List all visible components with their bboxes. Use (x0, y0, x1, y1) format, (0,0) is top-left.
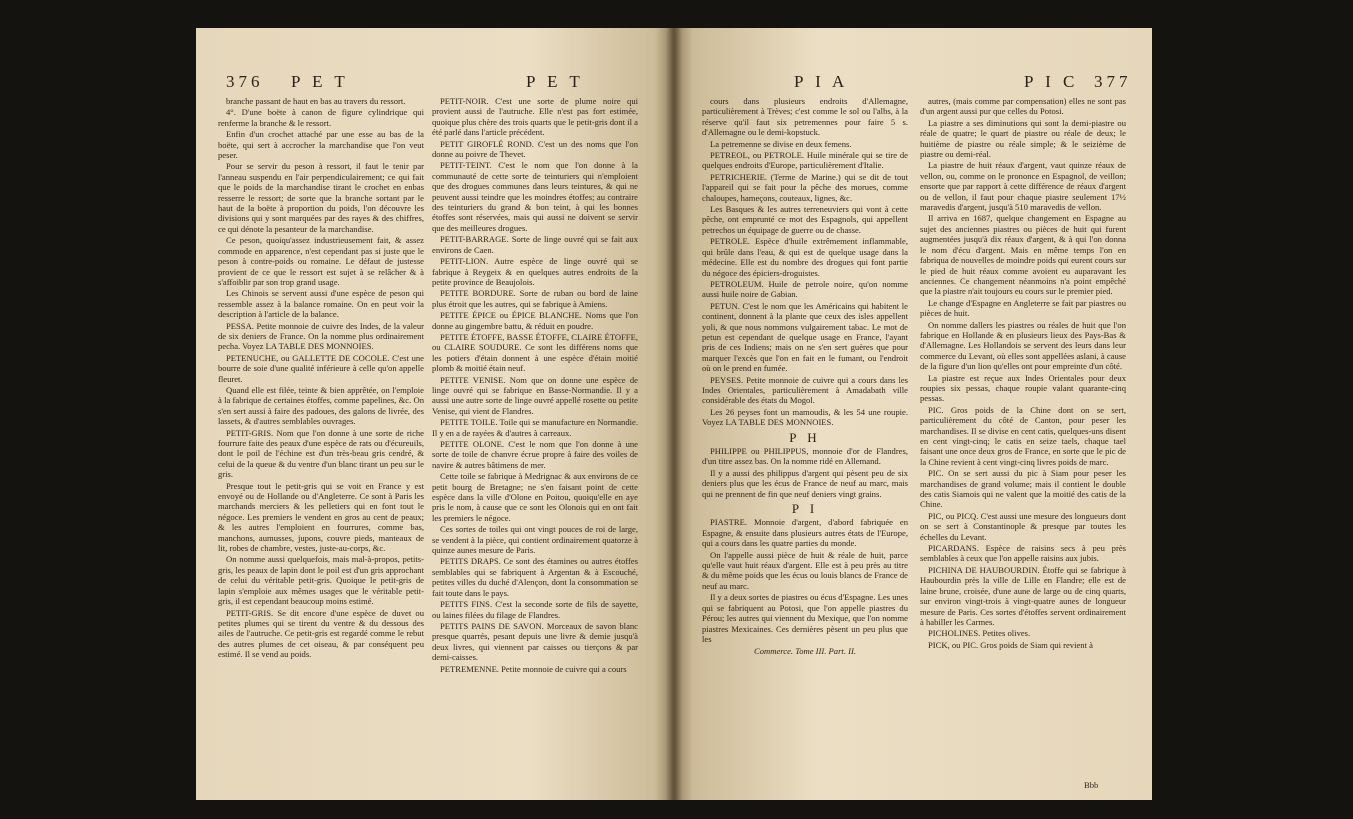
left-column-2 (432, 96, 638, 675)
left-running-head-1: P E T (291, 72, 349, 91)
paragraph: PHILIPPE ou PHILIPPUS, monnoie d'or de Flandres, d'un titre assez bas. On la nomme ridé en Allemand. (702, 446, 908, 467)
section-heading-pi: P I (791, 501, 819, 517)
paragraph: PIC. Gros poids de la Chine dont on se sert, particulièrement du côté de Canton, pour peser les marchandises. Il se divise en cent catis, quelques-uns disent en cent vingt-cinq; le catis en seize taels, chaque tael faisant une once deux gros de France, en sorte que le pic de la Chine revient à cent vingt-cinq livres poids de marc. (920, 404, 1126, 467)
paragraph: Il y a deux sortes de piastres ou écus d'Espagne. Les unes qui se fabriquent au Potosi, que l'on appelle piastres du Pérou; les autres qui viennent du Mexique, que l'on nomme piastres Mexicaines. Ces dernières pèsent un peu plus que les (702, 592, 908, 644)
paragraph: La piastre a ses diminutions qui sont la demi-piastre ou réale de quatre; le quart de piastre ou réale de deux; le huitième de piastre ou réale simple; & le seizième de piastre ou demi-réal. (920, 117, 1126, 160)
right-page-number: 377 (1094, 72, 1132, 91)
right-page (674, 28, 1152, 800)
left-running-head-2: P E T (526, 72, 584, 91)
paragraph: PICK, ou PIC. Gros poids de Siam qui revient à (928, 639, 1093, 650)
paragraph: PESSA. Petite monnoie de cuivre des Indes, de la valeur de six deniers de France. On la nomme plus ordinairement pecha. Voyez LA TABLE DES MONNOIES. (218, 320, 424, 352)
right-column-1 (702, 96, 908, 657)
paragraph: Les Chinois se servent aussi d'une espèce de peson qui ressemble assez à la balance romaine. On en peut voir la description à l'article de la balance. (218, 288, 424, 320)
right-running-head-1: P I A (794, 72, 849, 91)
paragraph: Les Basques & les autres terreneuviers qui vont à cette pêche, ont emprunté ce mot des Espagnols, qui appellent petrechos un équipage de guerre ou de chasse. (702, 204, 908, 235)
paragraph: cours dans plusieurs endroits d'Allemagne, particulièrement à Trèves; c'est comme le sol ou l'albs, à la réserve qu'il faut six petremennes pour faire 5 s. d'Allemagne ou le demi-kopstuck. (702, 96, 908, 138)
paragraph: La piastre est reçue aux Indes Orientales pour deux roupies six pessas, chaque roupie valant quarante-cinq pessas. (920, 372, 1126, 404)
paragraph: La petremenne se divise en deux femens. (710, 138, 852, 149)
left-column-1 (218, 96, 424, 661)
paragraph: PETROLEUM. Huile de petrole noire, qu'on nomme aussi huile noire de Gabian. (702, 278, 908, 300)
paragraph: PETITS DRAPS. Ce sont des étamines ou autres étoffes semblables qui se fabriquent à Argentan & à Escouché, petites villes du duché d'Alençon, dont la consommation se fait toute dans le pays. (432, 556, 638, 598)
paragraph: PETITE TOILE. Toile qui se manufacture en Normandie. Il y en a de rayées & d'autres à carreaux. (432, 417, 638, 438)
paragraph: Il y a aussi des philippus d'argent qui pèsent peu de six deniers plus que les écus de France de neuf au marc, mais qui ne prennent de fin que neuf deniers vingt grains. (702, 467, 908, 499)
paragraph: Il arriva en 1687, quelque changement en Espagne au sujet des anciennes piastres ou pièces de huit qui furent augmentées jusqu'à dix réaux d'argent, & à qui l'on donna le nom d'écu d'argent. Mais en même temps l'on en fabriqua de nouvelles de moindre poids qui eurent cours sur le pied de huit réaux comme avoient eu auparavant les anciennes. Ce changement néanmoins n'a point empêché que la piastre n'ait toujours eu cours sur le premier pied. (920, 213, 1126, 297)
paragraph: PETITE VENISE. Nom que on donne une espèce de linge ouvré qui se fabrique en Basse-Normandie. Il y a aussi une autre sorte de linge ouvré appellé rosette ou petite Venise, qui vient de Flandres. (432, 374, 638, 416)
paragraph: PICARDANS. Espèce de raisins secs à peu près semblables à ceux que l'on appelle raisins aux jubis. (920, 543, 1126, 564)
paragraph: Les 26 peyses font un mamoudis, & les 54 une roupie. Voyez LA TABLE DES MONNOIES. (702, 406, 908, 428)
paragraph: PETIT-NOIR. C'est une sorte de plume noire qui provient aussi de l'autruche. Elle n'est pas fort estimée, quoique plus chère des trois quarts que le petit-gris dont il a été parlé dans l'article précédent. (432, 96, 638, 138)
paragraph: Ce peson, quoiqu'assez industrieusement fait, & assez commode en apparence, n'est cependant pas si juste que le peson à contre-poids ou romaine. Le défaut de justesse provient de ce que le ressort est sujet à se relâcher & à s'affoiblir par son trop grand usage. (218, 235, 424, 287)
paragraph: PETITE ÉPICE ou ÉPICE BLANCHE. Noms que l'on donne au gingembre battu, & réduit en poudre. (432, 310, 638, 331)
right-column-1-part-c (702, 517, 908, 644)
right-running-head-2: P I C (1024, 72, 1079, 91)
paragraph: PETIT-GRIS. Nom que l'on donne à une sorte de riche fourrure faite des peaux d'une espèce de rats ou d'écureuils, dont le poil de l'échine est d'un très-beau gris cendré, & celui de la queue & du ventre d'un blanc tirant un peu sur le gris. (218, 427, 424, 480)
paragraph: PETITE OLONE. C'est le nom que l'on donne à une sorte de toile de chanvre écrue propre à faire des voiles de navire & autres bâtimens de mer. (432, 439, 638, 470)
paragraph: On nomme aussi quelquefois, mais mal-à-propos, petits-gris, les peaux de lapin dont le poil est d'un gris approchant de celui du véritable petit-gris. Quoique le petit-gris de lapin s'emploie aux mêmes usages que le véritable petit-gris, il est cependant beaucoup moins estimé. (218, 554, 424, 607)
paragraph: On nomme dallers les piastres ou réales de huit que l'on fabrique en Hollande & en plusieurs lieux des Pays-Bas & d'Allemagne. Les Hollandois se servent des leurs dans leur commerce du Levant, où elles sont appellées aslani, à cause de la figure d'un lion qu'elles ont pour empreinte d'un côté. (920, 319, 1126, 372)
paragraph: PIC, ou PICQ. C'est aussi une mesure des longueurs dont on se sert à Constantinople & presque par toutes les échelles du Levant. (920, 510, 1126, 542)
paragraph: La piastre de huit réaux d'argent, vaut quinze réaux de vellon, ou, comme on le prononce en Espagnol, de veillon; ensorte que par rapport à cette différence de réaux d'argent ou de vellon, il faut pour chaque piastre seulement 17½ maravedis d'argent, jusqu'à 510 maravedis de vellon. (920, 160, 1126, 213)
paragraph: 4°. D'une boëte à canon de figure cylindrique qui renferme la branche & le ressort. (218, 107, 424, 128)
paragraph: PETIT-LION. Autre espèce de linge ouvré qui se fabrique à Reygeix & en quelques autres endroits de la petite province de Beaujolois. (432, 256, 638, 287)
paragraph: PETROLE. Espèce d'huile extrêmement inflammable, qui brûle dans l'eau, & qui est de quelque usage dans la médecine. Elle est du nombre des drogues qui font partie du négoce des épiciers-droguistes. (702, 236, 908, 278)
right-column-1-part-b (702, 446, 908, 499)
paragraph: PETIT-BARRAGE. Sorte de linge ouvré qui se fait aux environs de Caen. (432, 234, 638, 255)
paragraph: Le change d'Espagne en Angleterre se fait par piastres ou pièces de huit. (920, 297, 1126, 319)
paragraph: Pour se servir du peson à ressort, il faut le tenir par l'anneau suspendu en l'air perpendiculairement; ce qui fait que le poids de la marchandise tirant le crochet en enbas resserre le ressort; de sorte que la branche sortant par le haut de la boëte à proportion du poids, l'on découvre les divisions qui y sont marquées par des rayes & des chiffres, ce qui dénote la pesanteur de la marchandise. (218, 161, 424, 234)
page-footer: Commerce. Tome III. Part. II. (754, 646, 856, 657)
section-heading-ph: P H (789, 429, 821, 445)
paragraph: Presque tout le petit-gris qui se voit en France y est envoyé ou de Hollande ou d'Angleterre. Ce sont à Paris les marchands merciers & les pelletiers qui en font tout le négoce. Les premiers le vendent en gros au cent de peaux; & les autres l'emploient en fourrures, comme bas, manchons, aumusses, jupons, couvre pieds, manteaux de lit, robes de chambre, vestes, juste-au-corps, &c. (218, 480, 424, 554)
paragraph: PETIT-TEINT. C'est le nom que l'on donne à la communauté de cette sorte de teinturiers qui n'emploient que des drogues communes dans leurs teintures, & qui ne peuvent aussi teindre que les moindres étoffes; au contraire des teinturiers du grand & bon teint, à qui les bonnes étoffes sont réservées, mais qui aussi ne doivent se servir que des meilleures drogues. (432, 160, 638, 233)
paragraph: PETIT GIROFLÉ ROND. C'est un des noms que l'on donne au poivre de Thevet. (432, 138, 638, 160)
book-gutter (666, 28, 682, 800)
paragraph: PETITE ÉTOFFE, BASSE ÉTOFFE, CLAIRE ÉTOFFE, ou CLAIRE SOUDURE. Ce sont les différens noms que les potiers d'étain donnent à une espèce d'étain moitié plomb & moitié étain neuf. (432, 331, 638, 374)
paragraph: PETREOL, ou PETROLE. Huile minérale qui se tire de quelques endroits d'Europe, particulièrement d'Italie. (702, 150, 908, 171)
left-page (196, 28, 674, 800)
paragraph: Ces sortes de toiles qui ont vingt pouces de roi de large, se vendent à la pièce, qui contient ordinairement quatorze à quinze aunes mesure de Paris. (432, 524, 638, 556)
paragraph: Enfin d'un crochet attaché par une esse au bas de la boëte, qui sert à accrocher la marchandise que l'on veut peser. (218, 129, 424, 161)
signature-mark: Bbb (1084, 780, 1099, 790)
paragraph: PEYSES. Petite monnoie de cuivre qui a cours dans les Indes Orientales, particulièrement à Amadabath ville considérable des états du Mogol. (702, 374, 908, 406)
paragraph: PETREMENNE. Petite monnoie de cuivre qui a cours (440, 663, 627, 674)
paragraph: PICHINA DE HAUBOURDIN. Étoffe qui se fabrique à Haubourdin près la ville de Lille en Flandre; elle est de laine brune, croisée, d'une aune de large ou de cinq quarts, sur environ vingt-trois à vingt-quatre aunes de longueur mesure de Paris. Ces sortes d'étoffes servent ordinairement à habiller les Carmes. (920, 564, 1126, 627)
paragraph: PIASTRE. Monnoie d'argent, d'abord fabriquée en Espagne, & ensuite dans plusieurs autres états de l'Europe, qui a cours dans les quatre parties du monde. (702, 517, 908, 549)
paragraph: autres, (mais comme par compensation) elles ne sont pas d'un argent aussi pur que celles du Potosi. (920, 96, 1126, 117)
paragraph: PETENUCHE, ou GALLETTE DE COCOLE. C'est une bourre de soie d'une qualité inférieure à celle qu'on appelle fleuret. (218, 352, 424, 384)
paragraph: PIC. On se sert aussi du pic à Siam pour peser les marchandises de grand volume; mais il contient le double des catis Siamois qui ne valent que la moitié des catis de la Chine. (920, 468, 1126, 510)
paragraph: PICHOLINES. Petites olives. (928, 628, 1031, 639)
paragraph: On l'appelle aussi pièce de huit & réale de huit, parce qu'elle vaut huit réaux d'argent. Elle est à peu près au titre & du même poids que les écus ou louis blancs de France de neuf au marc. (702, 549, 908, 591)
paragraph: PETITE BORDURE. Sorte de ruban ou bord de laine plus étroit que les autres, qui se fabrique à Amiens. (432, 288, 638, 309)
left-page-number: 376 (226, 72, 264, 91)
paragraph: PETIT-GRIS. Se dit encore d'une espèce de duvet ou petites plumes qui se tirent du ventre & du dessous des ailes de l'autruche. Ce petit-gris est regardé comme le rebut des autres plumes de cet oiseau, & par conséquent peu estimé. Il se vend au poids. (218, 607, 424, 660)
paragraph: PETITS PAINS DE SAVON. Morceaux de savon blanc presque quarrés, pesant depuis une livre & demie jusqu'à deux livres, qui viennent par caisses ou tierçons & par demi-caisses. (432, 620, 638, 663)
paragraph: PETRICHERIE. (Terme de Marine.) qui se dit de tout l'appareil qui se fait pour la pêche des morues, comme chaloupes, hameçons, couteaux, lignes, &c. (702, 171, 908, 203)
paragraph: branche passant de haut en bas au travers du ressort. (226, 96, 406, 106)
open-book (196, 28, 1152, 800)
paragraph: Cette toile se fabrique à Medrignac & aux environs de ce petit bourg de Bretagne; ne s'en faisant point de cette espèce dans la ville d'Olone en Poitou, quoiqu'elle en aye pris le nom, à cause que ce sont les Olonois qui en ont fait les premiers le négoce. (432, 471, 638, 523)
right-column-2 (920, 96, 1126, 651)
paragraph: PETITS FINS. C'est la seconde sorte de fils de sayette, ou laines filées du filage de Flandres. (432, 599, 638, 620)
paragraph: Quand elle est filée, teinte & bien apprêtée, on l'emploie à la fabrique de certaines étoffes, comme papelines, &c. On s'en sert aussi à faire des padoues, des galons de livrée, des lassets, & d'autres semblables ouvrages. (218, 384, 424, 427)
paragraph: PETUN. C'est le nom que les Américains qui habitent le continent, donnent à la plante que ceux des isles appellent yoli, & que nous nommons vulgairement tabac. Le mot de petun est cependant de quelque usage en France, l'ayant pris de ces Indiens; mais on ne s'en sert guères que pour marquer l'excès que l'on en fait en le fumant, ou l'endroit où on le prend en fumée. (702, 300, 908, 374)
right-column-1-part-a (702, 96, 908, 428)
